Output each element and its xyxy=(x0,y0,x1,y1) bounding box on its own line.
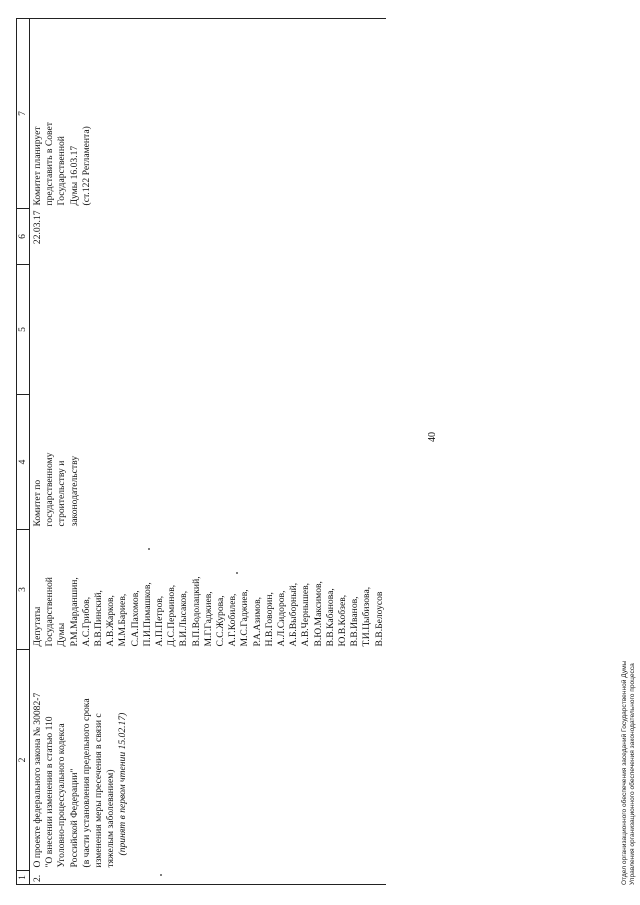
description-line: изменения меры пресечения в связи с xyxy=(93,713,105,868)
page-number: 40 xyxy=(427,432,438,442)
column-header-2: 2 xyxy=(17,650,30,871)
author-line: А.Б.Выборный, xyxy=(288,582,300,647)
author-line: А.С.Грибов, xyxy=(80,596,92,647)
column-number-row xyxy=(17,19,30,885)
note-line: представить в Совет xyxy=(44,122,56,206)
author-line: М.Г.Гаджиев, xyxy=(202,591,214,647)
description-line: Уголовно-процессуального кодекса xyxy=(56,723,68,868)
note-line: (ст.122 Регламента) xyxy=(80,126,92,206)
date-cell: 22.03.17 xyxy=(30,209,386,265)
author-line: Государственной xyxy=(44,577,56,647)
column-header-3: 3 xyxy=(17,530,30,650)
author-line: Депутаты xyxy=(32,606,43,647)
author-line: В.И.Лысаков, xyxy=(178,590,190,647)
note-line: Государственной xyxy=(56,136,68,206)
column-5-cell xyxy=(30,265,386,395)
author-line: В.В.Иванов, xyxy=(349,596,361,647)
author-line: В.Ю.Максимов, xyxy=(312,581,324,647)
note-line: Думы 16.03.17 xyxy=(68,145,80,206)
scan-speck xyxy=(160,874,162,876)
column-header-5: 5 xyxy=(17,265,30,395)
author-line: Р.М.Марданшин, xyxy=(68,577,80,647)
committee-line: Комитет по xyxy=(32,479,43,527)
committee-line: строительству и xyxy=(56,460,68,527)
author-line: С.А.Пахомов, xyxy=(129,590,141,647)
author-line: Р.А.Азимов, xyxy=(251,596,263,647)
description-line: "О внесении изменения в статью 110 xyxy=(44,716,56,868)
author-line: Т.И.Цыбизова, xyxy=(361,586,373,647)
description-line: Российской Федерации" xyxy=(68,768,80,868)
description-line: О проекте федерального закона № 30082-7 xyxy=(32,692,43,868)
author-line: М.М.Бариев, xyxy=(117,593,129,647)
author-line: Н.В.Говорин, xyxy=(263,592,275,647)
column-header-4: 4 xyxy=(17,395,30,530)
author-line: А.Л.Сидоров, xyxy=(276,590,288,647)
author-line: Ю.В.Кобзев, xyxy=(337,594,349,647)
rotated-landscape-content xyxy=(0,15,640,895)
note-line: Комитет планирует xyxy=(32,126,43,206)
committee-line: государственному xyxy=(44,452,56,527)
table-row xyxy=(30,19,386,885)
author-line: А.Г.Кобилев, xyxy=(227,593,239,647)
row-number: 2. xyxy=(30,871,386,885)
column-header-1: 1 xyxy=(17,871,30,885)
authors-cell xyxy=(30,530,386,650)
footer-line: Отдел организационного обеспечения заседаний Государственной Думы xyxy=(621,660,628,885)
description-line: (в части установления предельного срока xyxy=(80,698,92,868)
column-header-6: 6 xyxy=(17,209,30,265)
column-header-7: 7 xyxy=(17,19,30,209)
author-line: В.В.Пинский, xyxy=(93,590,105,647)
note-cell xyxy=(30,19,386,209)
author-line: М.С.Гаджиев, xyxy=(239,589,251,647)
author-line: А.В.Чернышев, xyxy=(300,582,312,647)
first-reading-note: (принят в первом чтении 15.02.17) xyxy=(117,712,129,856)
author-line: Думы xyxy=(56,622,68,647)
author-line: С.С.Журова, xyxy=(215,595,227,647)
scan-speck xyxy=(236,572,238,574)
committee-line: законодательству xyxy=(68,455,80,527)
author-line: В.П.Водолацкий, xyxy=(190,576,202,647)
author-line: В.В.Кабанова, xyxy=(324,588,336,647)
author-line: А.В.Жарков, xyxy=(105,595,117,647)
author-line: А.П.Петров, xyxy=(154,595,166,647)
author-line: Д.С.Перминов, xyxy=(166,584,178,647)
author-line: П.И.Пимашков, xyxy=(141,582,153,647)
committee-cell xyxy=(30,395,386,530)
footer-department xyxy=(621,661,637,885)
bill-description-cell xyxy=(30,650,386,871)
footer-line: Управления организационного обеспечения законодательного процесса xyxy=(629,663,636,885)
description-line: тяжелым заболеванием) xyxy=(105,769,117,868)
bills-table xyxy=(16,18,386,885)
author-line: В.В.Белоусов xyxy=(373,591,385,647)
scan-speck xyxy=(148,548,150,550)
